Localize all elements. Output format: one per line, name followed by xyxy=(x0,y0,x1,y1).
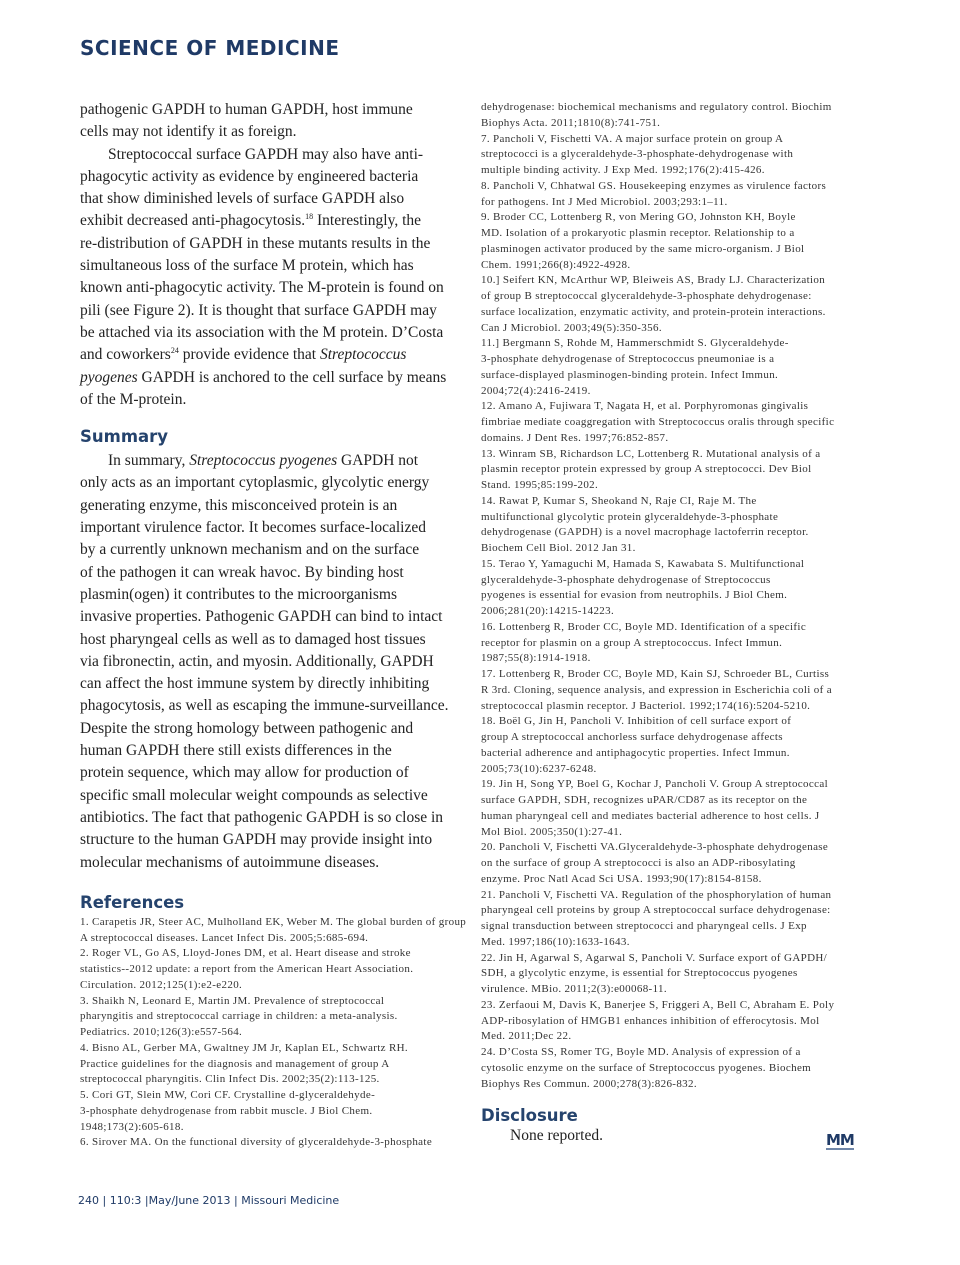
text-line: structure to the human GAPDH may provide insight into xyxy=(80,831,433,849)
reference-line: streptococcal plasmin receptor. J Bacteriol. 1992;174(16):5204-5210. xyxy=(481,699,811,712)
summary-paragraph xyxy=(80,450,462,874)
text-line: invasive properties. Pathogenic GAPDH can bind to intact xyxy=(80,608,443,626)
text-run: GAPDH not xyxy=(337,452,419,470)
text-line xyxy=(80,210,462,232)
reference-line: group A streptococcal anchorless surface dehydrogenase affects xyxy=(481,731,783,743)
reference-line: ADP-ribosylation of HMGB1 enhances inhibition of efferocytosis. Mol xyxy=(481,1014,820,1027)
text-line: known anti-phagocytic activity. The M-protein is found on xyxy=(80,279,444,297)
text-line: only acts as an important cytoplasmic, glycolytic energy xyxy=(80,474,430,492)
reference-line: on the surface of group A streptococci is also an ADP-ribosylating xyxy=(481,857,796,869)
references-list-left xyxy=(80,915,467,1151)
reference-line: 2006;281(20):14215-14223. xyxy=(481,605,615,617)
text-line xyxy=(80,450,462,472)
reference-line: dehydrogenase (GAPDH) is a novel macrophage lactoferrin receptor. xyxy=(481,526,809,539)
text-line: of the pathogen it can wreak havoc. By binding host xyxy=(80,563,404,581)
reference-line: 16. Lottenberg R, Broder CC, Boyle MD. Identification of a specific xyxy=(481,620,807,633)
reference-line: 12. Amano A, Fujiwara T, Nagata H, et al. Porphyromonas gingivalis xyxy=(481,400,809,413)
reference-line: 18. Boël G, Jin H, Pancholi V. Inhibition of cell surface export of xyxy=(481,715,792,728)
reference-line: 15. Terao Y, Yamaguchi M, Hamada S, Kawabata S. Multifunctional xyxy=(481,557,805,570)
text-line: specific small molecular weight compounds as selective xyxy=(80,786,428,804)
reference-line: SDH, a glycolytic enzyme, is essential for Streptococcus pyogenes xyxy=(481,967,798,980)
journal-name: Missouri Medicine xyxy=(241,1194,340,1207)
reference-line: 3. Shaikh N, Leonard E, Martin JM. Prevalence of streptococcal xyxy=(80,994,385,1007)
reference-line: Can J Microbiol. 2003;49(5):350-356. xyxy=(481,321,662,334)
reference-line: receptor for plasmin on a group A streptococcus. Infect Immun. xyxy=(481,636,783,649)
species-name: pyogenes xyxy=(80,368,138,386)
reference-line: of group B streptococcal glyceraldehyde-3-phosphate dehydrogenase: xyxy=(481,290,812,302)
page-footer: 240 | 110:3 |May/June 2013 | Missouri Medicine xyxy=(78,1194,340,1207)
text-line xyxy=(80,367,462,389)
reference-line: 4. Bisno AL, Gerber MA, Gwaltney JM Jr, Kaplan EL, Schwartz RH. xyxy=(80,1041,409,1054)
text-line: generating enzyme, this misconceived protein is an xyxy=(80,496,398,514)
text-line: pili (see Figure 2). It is thought that surface GAPDH may xyxy=(80,301,437,319)
reference-line: cytosolic enzyme on the surface of Streptococcus pyogenes. Biochem xyxy=(481,1061,812,1074)
text-line: phagocytosis, as well as escaping the immune-surveillance. xyxy=(80,697,449,715)
disclosure-text: None reported. xyxy=(510,1127,603,1145)
reference-line: Mol Biol. 2005;350(1):27-41. xyxy=(481,825,623,838)
reference-line: Stand. 1995;85:199-202. xyxy=(481,479,599,491)
text-run: GAPDH is anchored to the cell surface by means xyxy=(137,368,447,386)
text-run: provide evidence that xyxy=(178,346,320,364)
issue-number: 110:3 xyxy=(109,1194,142,1207)
reference-line: 3-phosphate dehydrogenase from rabbit muscle. J Biol Chem. xyxy=(80,1104,373,1117)
reference-line: dehydrogenase: biochemical mechanisms and regulatory control. Biochim xyxy=(481,101,832,113)
section-header: SCIENCE OF MEDICINE xyxy=(80,36,340,60)
text-line: human GAPDH there still exists differences in the xyxy=(80,742,392,760)
reference-line: 1987;55(8):1914-1918. xyxy=(481,652,591,665)
reference-line: for pathogens. Int J Med Microbiol. 2003;293:1–11. xyxy=(481,195,728,208)
reference-line: Biophys Acta. 2011;1810(8):741-751. xyxy=(481,116,661,129)
reference-line: MD. Isolation of a prokaryotic plasmin receptor. Relationship to a xyxy=(481,227,795,239)
reference-line: surface localization, enzymatic activity, and protein-protein interactions. xyxy=(481,305,826,318)
reference-line: 13. Winram SB, Richardson LC, Lottenberg R. Mutational analysis of a xyxy=(481,447,821,460)
text-line: Streptococcal surface GAPDH may also have anti- xyxy=(108,145,424,163)
missouri-medicine-logo: MM xyxy=(826,1131,854,1149)
text-line: re-distribution of GAPDH in these mutants results in the xyxy=(80,234,431,252)
text-run: and coworkers xyxy=(80,346,171,364)
text-line: host pharyngeal cells as well as to damaged host tissues xyxy=(80,630,426,648)
text-run: exhibit decreased anti-phagocytosis. xyxy=(80,212,306,230)
text-line: important virulence factor. It becomes surface-localized xyxy=(80,519,427,537)
reference-line: 9. Broder CC, Lottenberg R, von Mering GO, Johnston KH, Boyle xyxy=(481,211,796,224)
citation-superscript: 18 xyxy=(305,212,314,222)
reference-line: 14. Rawat P, Kumar S, Sheokand N, Raje CI, Raje M. The xyxy=(481,494,757,507)
reference-line: pyogenes is essential for evasion from neutrophils. J Biol Chem. xyxy=(481,589,788,602)
reference-line: 6. Sirover MA. On the functional diversity of glyceraldehyde-3-phosphate xyxy=(80,1136,433,1149)
reference-line: Biophys Res Commun. 2000;278(3):826-832. xyxy=(481,1077,697,1090)
reference-line: 23. Zerfaoui M, Davis K, Banerjee S, Friggeri A, Bell C, Abraham E. Poly xyxy=(481,998,835,1011)
reference-line: virulence. MBio. 2011;2(3):e00068-11. xyxy=(481,983,667,995)
reference-line: 2004;72(4):2416-2419. xyxy=(481,384,591,397)
text-line: plasmin(ogen) it contributes to the microorganisms xyxy=(80,585,397,603)
references-heading: References xyxy=(80,892,185,912)
reference-line: 10.] Seifert KN, McArthur WP, Bleiweis AS, Brady LJ. Characterization xyxy=(481,274,826,287)
reference-line: enzyme. Proc Natl Acad Sci USA. 1993;90(17):8154-8158. xyxy=(481,872,762,885)
right-column xyxy=(481,100,863,1145)
reference-line: 2005;73(10):6237-6248. xyxy=(481,762,597,775)
reference-line: bacterial adherence and antiphagocytic properties. Infect Immun. xyxy=(481,746,790,759)
text-line: can affect the host immune system by directly inhibiting xyxy=(80,675,430,693)
references-list-right xyxy=(481,100,863,1092)
reference-line: plasminogen activator produced by the same micro-organism. J Biol xyxy=(481,242,805,255)
issue-date: May/June 2013 xyxy=(148,1194,231,1207)
reference-line: multifunctional glycolytic protein glyceraldehyde-3-phosphate xyxy=(481,510,779,523)
reference-line: 1. Carapetis JR, Steer AC, Mulholland EK, Weber M. The global burden of group xyxy=(80,915,467,928)
text-line: phagocytic activity as evidence by engineered bacteria xyxy=(80,167,419,185)
reference-line: Circulation. 2012;125(1):e2-e220. xyxy=(80,978,243,991)
reference-line: 7. Pancholi V, Fischetti VA. A major surface protein on group A xyxy=(481,132,784,145)
citation-superscript: 24 xyxy=(170,346,179,356)
reference-line: pharyngitis and streptococcal carriage in children: a meta-analysis. xyxy=(80,1010,398,1023)
reference-line: Biochem Cell Biol. 2012 Jan 31. xyxy=(481,542,636,554)
text-line: pathogenic GAPDH to human GAPDH, host immune xyxy=(80,101,413,118)
text-line: via fibronectin, actin, and myosin. Additionally, GAPDH xyxy=(80,652,434,670)
reference-line: domains. J Dent Res. 1997;76:852-857. xyxy=(481,431,669,444)
text-line: of the M-protein. xyxy=(80,390,187,408)
reference-line: multiple binding activity. J Exp Med. 1992;176(2):415-426. xyxy=(481,164,765,176)
reference-line: 22. Jin H, Agarwal S, Agarwal S, Pancholi V. Surface export of GAPDH/ xyxy=(481,951,828,964)
reference-line: A streptococcal diseases. Lancet Infect Dis. 2005;5:685-694. xyxy=(80,931,369,944)
text-line: simultaneous loss of the surface M protein, which has xyxy=(80,257,414,275)
text-run: Interestingly, the xyxy=(313,212,422,230)
reference-line: streptococci is a glyceraldehyde-3-phosphate-dehydrogenase with xyxy=(481,148,794,161)
reference-line: 19. Jin H, Song YP, Boel G, Kochar J, Pancholi V. Group A streptococcal xyxy=(481,778,828,791)
summary-heading: Summary xyxy=(80,427,169,447)
text-line: protein sequence, which may allow for production of xyxy=(80,764,409,782)
reference-line: Med. 1997;186(10):1633-1643. xyxy=(481,935,630,948)
text-line: molecular mechanisms of autoimmune diseases. xyxy=(80,853,380,871)
reference-line: plasmin receptor protein expressed by group A streptococci. Dev Biol xyxy=(481,463,812,476)
reference-line: Pediatrics. 2010;126(3):e557-564. xyxy=(80,1026,243,1039)
reference-line: glyceraldehyde-3-phosphate dehydrogenase of Streptococcus xyxy=(481,573,771,586)
left-column xyxy=(80,99,467,1151)
text-line: be attached via its association with the M protein. D’Costa xyxy=(80,323,444,341)
reference-line: R 3rd. Cloning, sequence analysis, and expression in Escherichia coli of a xyxy=(481,683,832,696)
reference-line: streptococcal pharyngitis. Clin Infect Dis. 2002;35(2):113-125. xyxy=(80,1073,380,1086)
reference-line: pharyngeal cell proteins by group A streptococcal surface dehydrogenase: xyxy=(481,904,831,917)
reference-line: 11.] Bergmann S, Rohde M, Hammerschmidt S. Glyceraldehyde- xyxy=(481,337,789,350)
reference-line: 20. Pancholi V, Fischetti VA.Glyceraldehyde-3-phosphate dehydrogenase xyxy=(481,841,829,854)
intro-paragraph xyxy=(80,99,462,144)
reference-line: 3-phosphate dehydrogenase of Streptococcus pneumoniae is a xyxy=(481,353,775,365)
text-line: that show diminished levels of surface GAPDH also xyxy=(80,190,405,208)
reference-line: statistics--2012 update: a report from the American Heart Association. xyxy=(80,963,414,976)
gapdh-paragraph xyxy=(80,144,462,412)
disclosure-heading: Disclosure xyxy=(481,1106,578,1126)
reference-line: 2. Roger VL, Go AS, Lloyd-Jones DM, et al. Heart disease and stroke xyxy=(80,947,411,960)
text-line xyxy=(80,344,462,366)
reference-line: 24. D’Costa SS, Romer TG, Boyle MD. Analysis of expression of a xyxy=(481,1046,801,1058)
reference-line: surface GAPDH, SDH, recognizes uPAR/CD87 as its receptor on the xyxy=(481,794,808,806)
text-run: In summary, xyxy=(108,452,190,470)
reference-line: 5. Cori GT, Slein MW, Cori CF. Crystalline d-glyceraldehyde- xyxy=(80,1089,376,1102)
reference-line: 17. Lottenberg R, Broder CC, Boyle MD, Kain SJ, Schroeder BL, Curtiss xyxy=(481,668,830,680)
reference-line: Chem. 1991;266(8):4922-4928. xyxy=(481,258,631,271)
reference-line: surface-displayed plasminogen-binding protein. Infect Immun. xyxy=(481,368,779,381)
reference-line: 1948;173(2):605-618. xyxy=(80,1120,184,1133)
page-number: 240 xyxy=(78,1194,99,1207)
reference-line: signal transduction between streptococci and pharyngeal cells. J Exp xyxy=(481,920,807,932)
reference-line: Med. 2011;Dec 22. xyxy=(481,1030,572,1043)
species-name: Streptococcus pyogenes xyxy=(189,452,338,470)
text-line: Despite the strong homology between pathogenic and xyxy=(80,719,414,737)
species-name: Streptococcus xyxy=(320,346,407,364)
text-line: antibiotics. The fact that pathogenic GAPDH is so close in xyxy=(80,808,444,826)
reference-line: human pharyngeal cell and mediates bacterial adherence to host cells. J xyxy=(481,809,820,822)
reference-line: 21. Pancholi V, Fischetti VA. Regulation of the phosphorylation of human xyxy=(481,888,832,901)
reference-line: 8. Pancholi V, Chhatwal GS. Housekeeping enzymes as virulence factors xyxy=(481,179,827,192)
text-line: cells may not identify it as foreign. xyxy=(80,123,297,141)
text-line: by a currently unknown mechanism and on the surface xyxy=(80,541,420,559)
reference-line: fimbriae mediate coaggregation with Streptococcus oralis through specific xyxy=(481,416,835,428)
reference-line: Practice guidelines for the diagnosis and management of group A xyxy=(80,1057,390,1070)
